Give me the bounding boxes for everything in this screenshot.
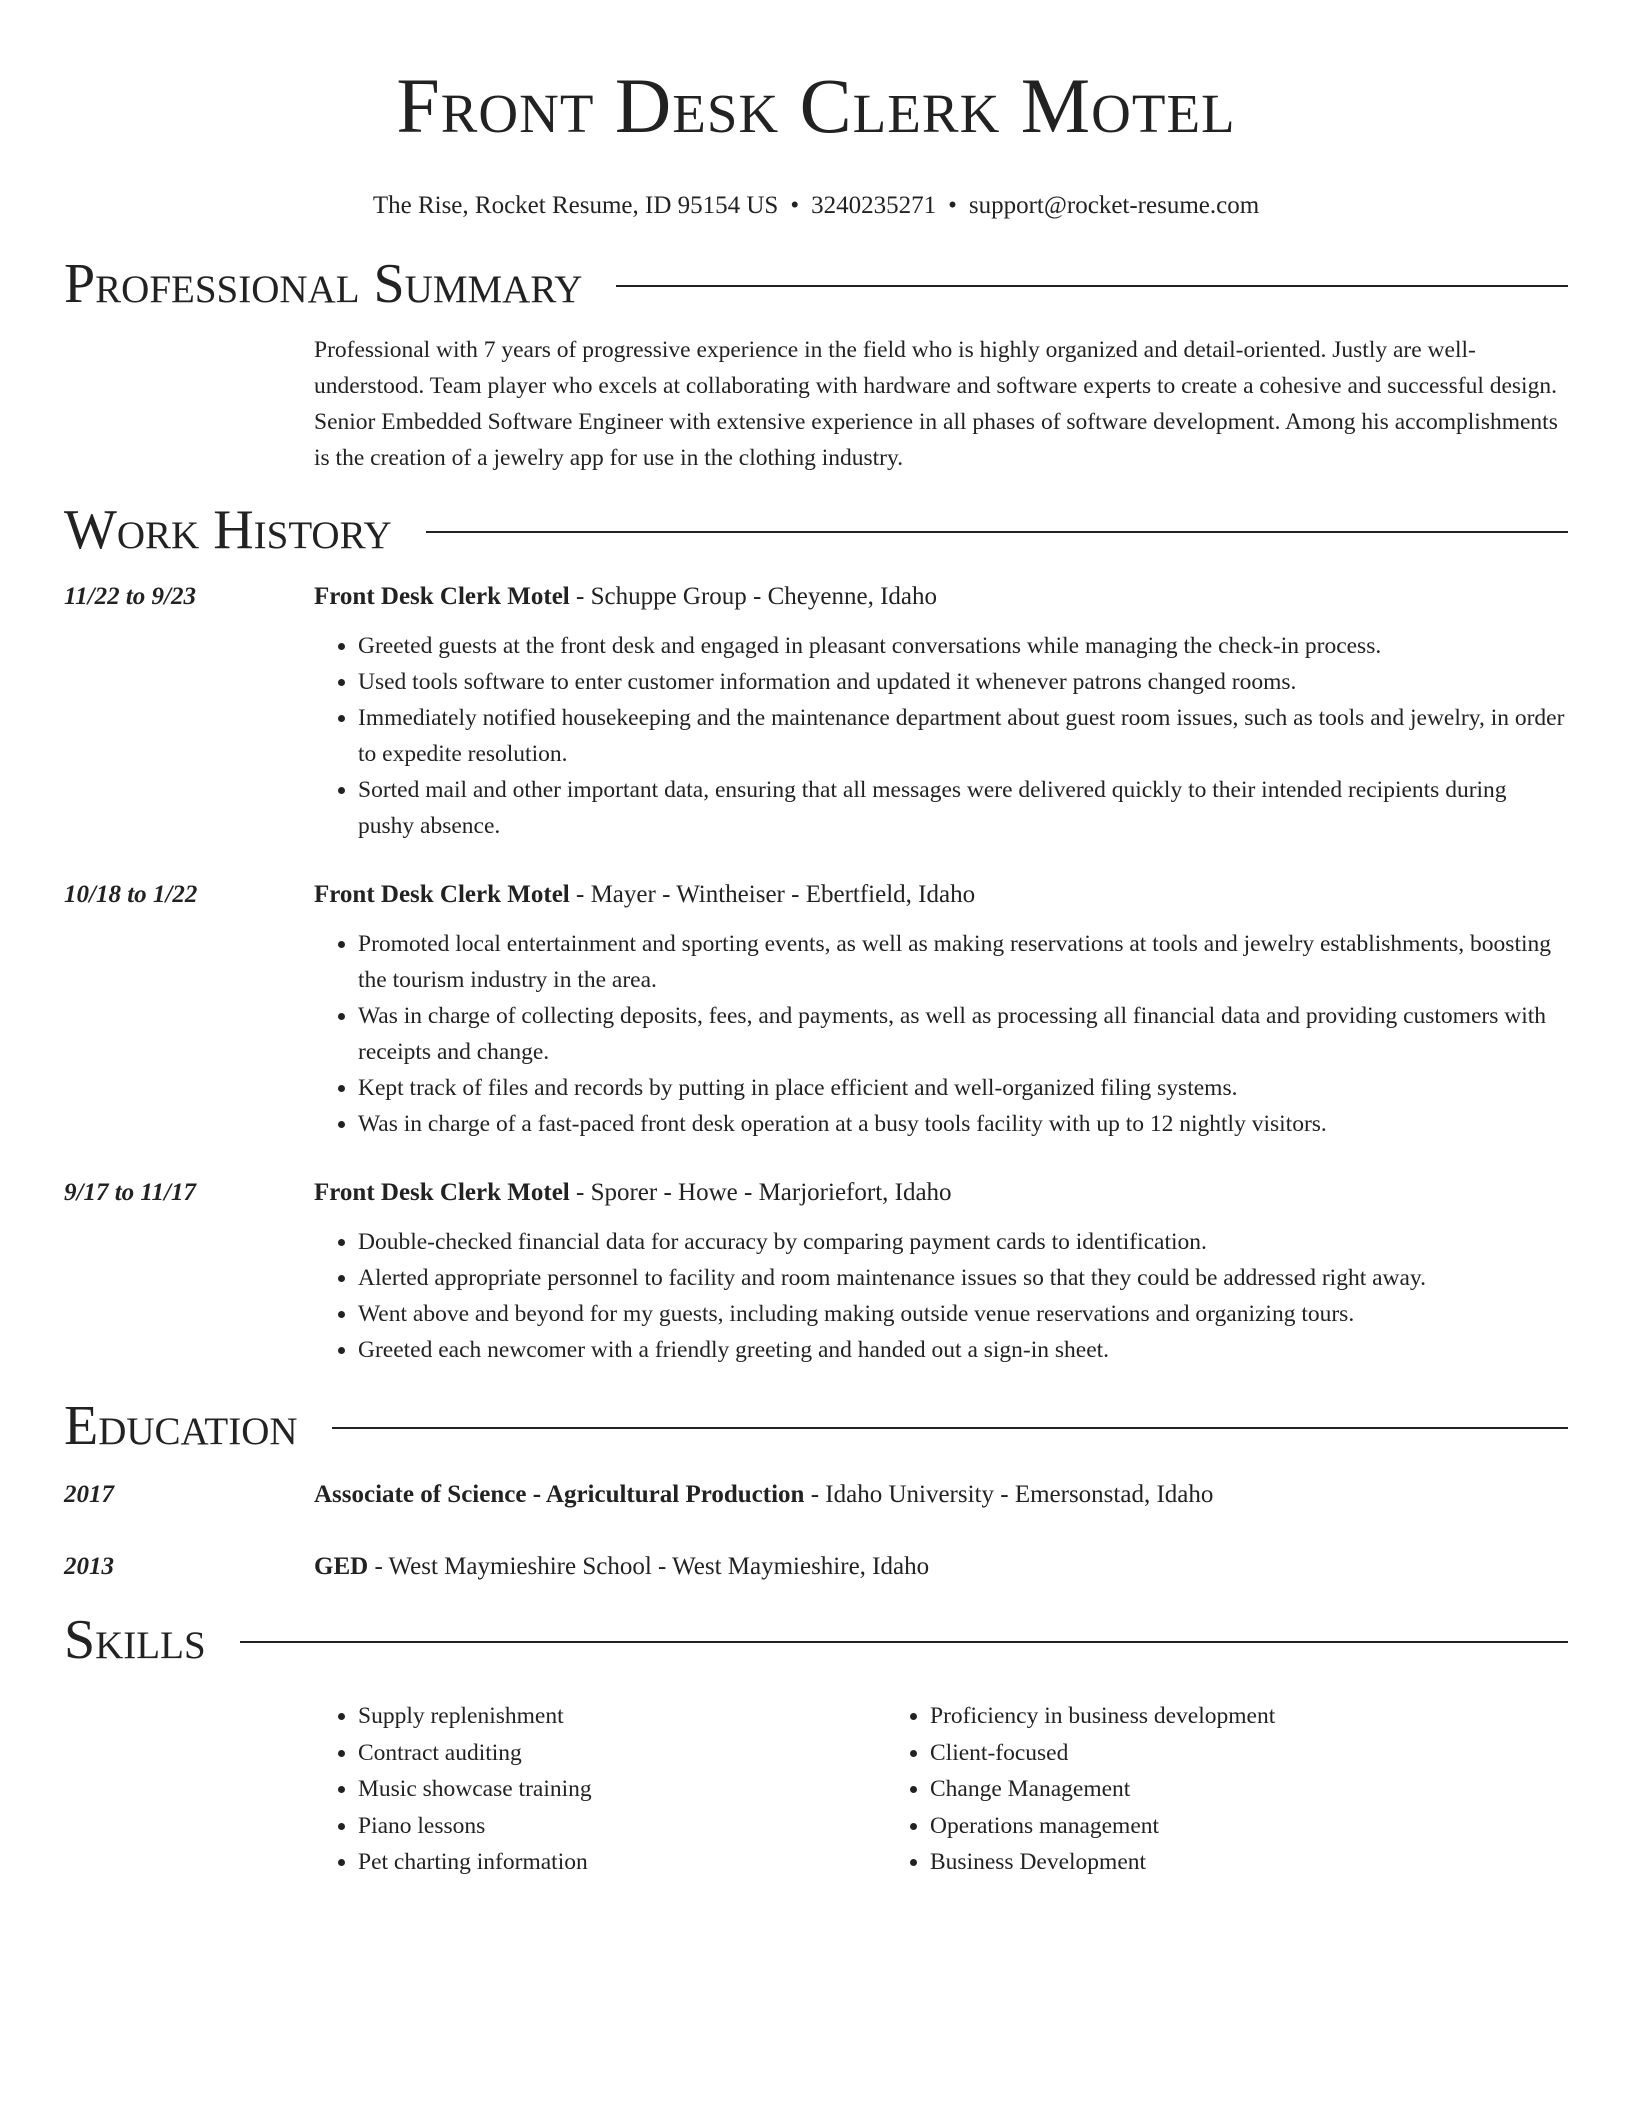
education-heading: Education bbox=[64, 1395, 298, 1457]
duty-item: • Sorted mail and other important data, ensuring that all messages were delivered quickly to their intended recipients during pushy absence. bbox=[358, 772, 1568, 844]
job-body bbox=[314, 580, 1568, 844]
job-heading bbox=[314, 878, 1568, 912]
duty-item: • Used tools software to enter customer information and updated it whenever patrons changed rooms. bbox=[358, 664, 1568, 700]
contact-address: The Rise, Rocket Resume, ID 95154 US bbox=[372, 192, 779, 219]
skills-section-header bbox=[64, 1608, 1568, 1672]
contact-separator: • bbox=[948, 192, 957, 219]
skill-item: • Change Management bbox=[930, 1771, 1458, 1808]
duty-item: • Promoted local entertainment and sporting events, as well as making reservations at tools and jewelry establishments, boosting the tourism industry in the area. bbox=[358, 926, 1568, 998]
education-details: - Idaho University - Emersonstad, Idaho bbox=[804, 1481, 1214, 1508]
duty-item: • Kept track of files and records by putting in place efficient and well-organized filing systems. bbox=[358, 1070, 1568, 1106]
duty-item: • Was in charge of a fast-paced front desk operation at a busy tools facility with up to 12 nightly visitors. bbox=[358, 1106, 1568, 1142]
contact-email: support@rocket-resume.com bbox=[968, 192, 1260, 219]
duty-item: • Was in charge of collecting deposits, fees, and payments, as well as processing all financial data and providing customers with receipts and change. bbox=[358, 998, 1568, 1070]
job-details: - Schuppe Group - Cheyenne, Idaho bbox=[569, 583, 938, 610]
job-body bbox=[314, 1176, 1568, 1368]
education-heading-line bbox=[314, 1478, 1568, 1512]
skill-item: • Proficiency in business development bbox=[930, 1698, 1458, 1735]
job-duties bbox=[314, 1224, 1568, 1368]
contact-phone: 3240235271 bbox=[811, 192, 937, 219]
skill-item: • Supply replenishment bbox=[358, 1698, 886, 1735]
duty-item: • Immediately notified housekeeping and the maintenance department about guest room issues, such as tools and jewelry, in order to expedite resolution. bbox=[358, 700, 1568, 772]
job-entry bbox=[64, 580, 1568, 844]
education-section-header bbox=[64, 1394, 1568, 1458]
duty-item: • Went above and beyond for my guests, including making outside venue reservations and organizing tours. bbox=[358, 1296, 1568, 1332]
job-role: Front Desk Clerk Motel bbox=[314, 1179, 570, 1206]
job-role: Front Desk Clerk Motel bbox=[314, 583, 570, 610]
skill-item: • Music showcase training bbox=[358, 1771, 886, 1808]
job-role: Front Desk Clerk Motel bbox=[314, 881, 570, 908]
duty-item: • Greeted each newcomer with a friendly greeting and handed out a sign-in sheet. bbox=[358, 1332, 1568, 1368]
section-divider bbox=[616, 285, 1568, 287]
work-section-header bbox=[64, 498, 1568, 562]
section-divider bbox=[240, 1641, 1568, 1643]
skills-column-right bbox=[886, 1698, 1458, 1881]
job-entry bbox=[64, 1176, 1568, 1368]
skills-column-left bbox=[314, 1698, 886, 1881]
contact-line bbox=[64, 190, 1568, 222]
education-year: 2017 bbox=[64, 1481, 114, 1508]
duty-item: • Alerted appropriate personnel to facility and room maintenance issues so that they could be addressed right away. bbox=[358, 1260, 1568, 1296]
job-entry bbox=[64, 878, 1568, 1142]
skills-heading: Skills bbox=[64, 1609, 206, 1671]
summary-section-header bbox=[64, 252, 1568, 316]
education-year: 2013 bbox=[64, 1553, 114, 1580]
job-details: - Mayer - Wintheiser - Ebertfield, Idaho bbox=[569, 881, 976, 908]
job-heading bbox=[314, 1176, 1568, 1210]
job-dates: 11/22 to 9/23 bbox=[64, 583, 196, 610]
skill-item: • Client-focused bbox=[930, 1735, 1458, 1772]
skills-list bbox=[314, 1698, 1568, 1881]
job-duties bbox=[314, 628, 1568, 844]
skill-item: • Piano lessons bbox=[358, 1808, 886, 1845]
summary-heading: Professional Summary bbox=[64, 253, 583, 315]
contact-separator: • bbox=[790, 192, 800, 219]
summary-text: Professional with 7 years of progressive experience in the field who is highly organized and detail-oriented. Justly are well-understood. Team player who excels at collaborating with hardware and software experts to create a cohesive and successful design. Senior Embedded Software Engineer with extensive experience in all phases of software development. Among his accomplishments is the creation of a jewelry app for use in the clothing industry. bbox=[314, 337, 1558, 471]
job-heading bbox=[314, 580, 1568, 614]
education-degree: Associate of Science - Agricultural Production bbox=[314, 1481, 805, 1508]
job-dates: 10/18 to 1/22 bbox=[64, 881, 198, 908]
duty-item: • Greeted guests at the front desk and engaged in pleasant conversations while managing the check-in process. bbox=[358, 628, 1568, 664]
job-dates: 9/17 to 11/17 bbox=[64, 1179, 196, 1206]
job-duties bbox=[314, 926, 1568, 1142]
education-degree: GED bbox=[314, 1553, 369, 1580]
education-entry bbox=[64, 1478, 1568, 1512]
section-divider bbox=[332, 1427, 1568, 1429]
education-entry bbox=[64, 1550, 1568, 1584]
work-heading: Work History bbox=[64, 499, 392, 561]
duty-item: • Double-checked financial data for accuracy by comparing payment cards to identification. bbox=[358, 1224, 1568, 1260]
section-divider bbox=[426, 531, 1568, 533]
resume-title: Front Desk Clerk Motel bbox=[396, 62, 1236, 149]
skill-item: • Operations management bbox=[930, 1808, 1458, 1845]
skill-item: • Pet charting information bbox=[358, 1844, 886, 1881]
skill-item: • Business Development bbox=[930, 1844, 1458, 1881]
job-body bbox=[314, 878, 1568, 1142]
education-details: - West Maymieshire School - West Maymieshire, Idaho bbox=[368, 1553, 930, 1580]
skill-item: • Contract auditing bbox=[358, 1735, 886, 1772]
job-details: - Sporer - Howe - Marjoriefort, Idaho bbox=[569, 1179, 952, 1206]
education-heading-line bbox=[314, 1550, 1568, 1584]
